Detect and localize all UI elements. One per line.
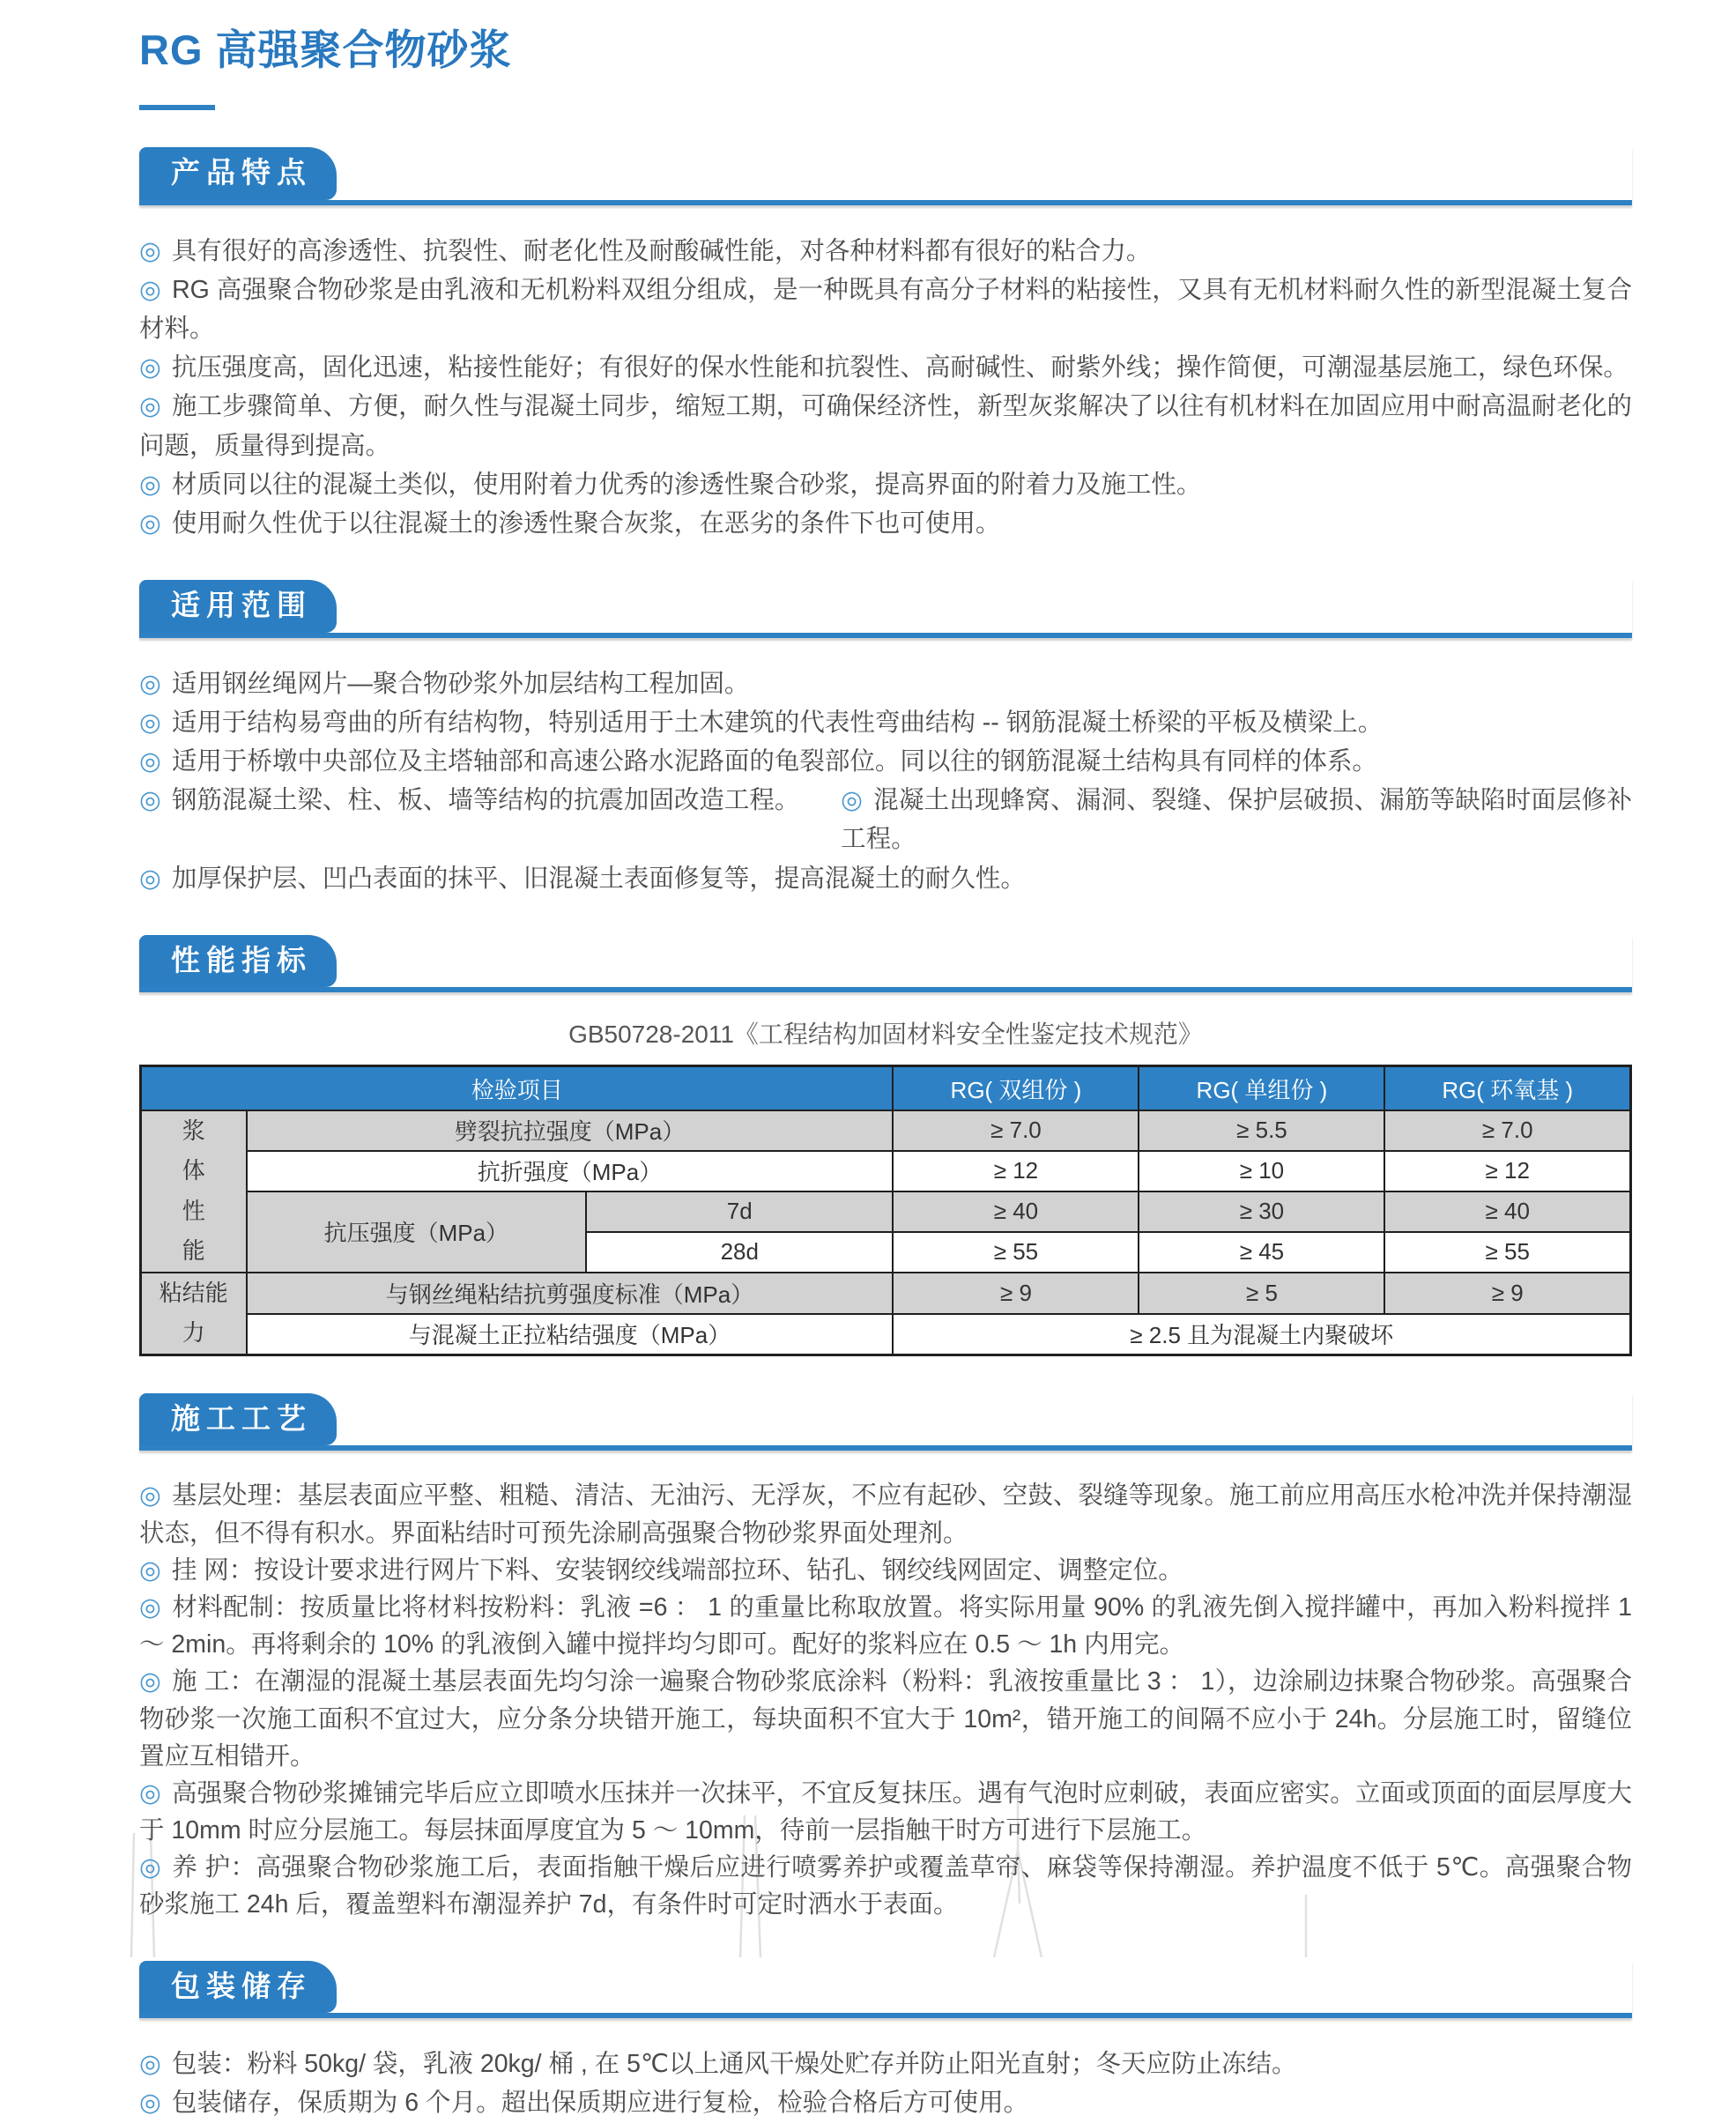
list-item [139,504,1632,543]
performance-table [139,1065,1632,1356]
list-item [139,859,1632,898]
bullet-icon: ◎ [139,1555,161,1585]
list-item [139,465,1632,504]
cell-value: ≥ 12 [1384,1151,1630,1191]
section-badge-performance: 性能指标 [139,935,337,988]
page-title: RG 高强聚合物砂浆 [139,26,512,73]
table-row [141,1273,1631,1314]
list-item [139,271,1632,348]
list-item [139,1589,1632,1663]
bullet-icon: ◎ [139,1853,162,1882]
cell-value: ≥ 9 [1384,1273,1630,1314]
list-item [139,1552,1632,1589]
list-item-text: 适用于桥墩中央部位及主塔轴部和高速公路水泥路面的龟裂部位。同以往的钢筋混凝土结构具有同样的体系。 [171,747,1377,776]
bullet-icon: ◎ [139,236,161,265]
cell-value: ≥ 7.0 [1384,1110,1630,1151]
bullet-icon: ◎ [841,786,864,815]
cell-value: ≥ 7.0 [893,1110,1139,1151]
row-label: 与钢丝绳粘结抗剪强度标准（MPa） [247,1273,894,1314]
bullet-icon: ◎ [139,1667,162,1696]
section-scope [139,580,1632,898]
section-header-rule [139,1961,1632,2019]
list-item-text: 施工步骤简单、方便，耐久性与混凝土同步，缩短工期，可确保经济性，新型灰浆解决了以往有机材料在加固应用中耐高温耐老化的问题，质量得到提高。 [139,392,1632,460]
title-underline [139,105,215,110]
section-header-rule [139,147,1632,205]
list-item-text: 材质同以往的混凝土类似，使用附着力优秀的渗透性聚合砂浆，提高界面的附着力及施工性。 [171,470,1202,499]
list-item-text: 加厚保护层、凹凸表面的抹平、旧混凝土表面修复等，提高混凝土的耐久性。 [171,864,1026,893]
section-header-rule [139,1393,1632,1451]
table-header-row [141,1066,1631,1110]
section-badge-scope: 适用范围 [139,580,337,633]
cell-value: ≥ 45 [1139,1232,1384,1273]
cell-value: ≥ 10 [1139,1151,1384,1191]
bullet-icon: ◎ [139,1592,162,1622]
cell-value: ≥ 55 [1384,1232,1630,1273]
cell-value: ≥ 30 [1139,1191,1384,1232]
list-item-text: 施 工：在潮湿的混凝土基层表面先均匀涂一遍聚合物砂浆底涂料（粉料：乳液按重量比 3 ： 1），边涂刷边抹聚合物砂浆。高强聚合物砂浆一次施工面积不宜过大，应分条分块错开施工，每块面积不宜大于 10m²，错开施工的间隔不应小于 24h。分层施工时，留缝位置应互相错开。 [139,1667,1632,1770]
cell-value-merged: ≥ 2.5 且为混凝土内聚破坏 [893,1314,1630,1355]
list-item [139,2083,1632,2122]
section-header-rule [139,935,1632,993]
list-item [139,664,1632,703]
list-item [139,1775,1632,1849]
table-caption: GB50728-2011《工程结构加固材料安全性鉴定技术规范》 [568,1021,1203,1049]
column-header: RG( 单组份 ) [1139,1066,1384,1110]
row-label: 抗折强度（MPa） [247,1151,894,1191]
row-sublabel: 28d [586,1232,893,1273]
list-item [139,703,1632,742]
cell-value: ≥ 12 [893,1151,1139,1191]
list-item-text: 具有很好的高渗透性、抗裂性、耐老化性及耐酸碱性能，对各种材料都有很好的粘合力。 [171,236,1152,265]
cell-value: ≥ 55 [893,1232,1139,1273]
bullet-icon: ◎ [139,470,161,499]
list-item-text: 高强聚合物砂浆摊铺完毕后应立即喷水压抹并一次抹平，不宜反复抹压。遇有气泡时应刺破，表面应密实。立面或顶面的面层厚度大于 10mm 时应分层施工。每层抹面厚度宜为 5 ～ 10mm，待前一层指触干时方可进行下层施工。 [139,1778,1632,1845]
cell-value: ≥ 40 [1384,1191,1630,1232]
section-badge-features: 产品特点 [139,147,337,200]
list-item-text: 基层处理：基层表面应平整、粗糙、清洁、无油污、无浮灰，不应有起砂、空鼓、裂缝等现象。施工前应用高压水枪冲洗并保持潮湿状态，但不得有积水。界面粘结时可预先涂刷高强聚合物砂浆界面处理剂。 [139,1481,1632,1548]
bullet-icon: ◎ [139,2050,161,2079]
list-item-text: 挂 网：按设计要求进行网片下料、安装钢绞线端部拉环、钻孔、钢绞线网固定、调整定位。 [171,1555,1183,1585]
section-construction [139,1393,1632,1924]
list-item-text: RG 高强聚合物砂浆是由乳液和无机粉料双组分组成，是一种既具有高分子材料的粘接性，又具有无机材料耐久性的新型混凝土复合材料。 [139,275,1632,343]
list-item [139,1849,1632,1923]
list-item-text: 包装：粉料 50kg/ 袋，乳液 20kg/ 桶 , 在 5℃以上通风干燥处贮存并防止阳光直射；冬天应防止冻结。 [171,2050,1297,2079]
bullet-icon: ◎ [139,669,161,698]
list-item [841,781,1632,858]
list-item-text: 适用钢丝绳网片—聚合物砂浆外加层结构工程加固。 [171,669,750,698]
bullet-icon: ◎ [139,864,161,893]
row-label: 劈裂抗拉强度（MPa） [247,1110,894,1151]
list-item-text: 钢筋混凝土梁、柱、板、墙等结构的抗震加固改造工程。 [171,786,800,815]
section-header-rule [139,580,1632,638]
row-group-label: 粘结能力 [141,1273,247,1355]
list-item-text: 抗压强度高，固化迅速，粘接性能好；有很好的保水性能和抗裂性、高耐碱性、耐紫外线；操作简便，可潮湿基层施工，绿色环保。 [171,353,1628,382]
table-row [141,1151,1631,1191]
features-list [139,232,1632,543]
cell-value: ≥ 5 [1139,1273,1384,1314]
list-item [139,232,1632,271]
row-label: 与混凝土正拉粘结强度（MPa） [247,1314,894,1355]
table-row [141,1314,1631,1355]
list-item-text: 适用于结构易弯曲的所有结构物，特别适用于土木建筑的代表性弯曲结构 -- 钢筋混凝土桥梁的平板及横梁上。 [171,708,1384,737]
bullet-icon: ◎ [139,275,162,304]
bullet-icon: ◎ [139,747,161,776]
bullet-icon: ◎ [139,353,161,382]
bullet-icon: ◎ [139,1778,161,1808]
scope-list [139,664,1632,898]
bullet-icon: ◎ [139,508,161,538]
section-badge-packaging: 包装储存 [139,1961,337,2014]
list-item [139,742,1632,781]
bullet-icon: ◎ [139,392,161,421]
cell-value: ≥ 5.5 [1139,1110,1384,1151]
list-item [139,781,841,858]
column-header: RG( 环氧基 ) [1384,1066,1630,1110]
row-label: 抗压强度（MPa） [247,1191,587,1273]
table-row [141,1191,1631,1232]
bullet-icon: ◎ [139,708,161,737]
bullet-icon: ◎ [139,2089,161,2118]
packaging-list [139,2045,1632,2122]
section-badge-construction: 施工工艺 [139,1393,337,1446]
cell-value: ≥ 9 [893,1273,1139,1314]
cell-value: ≥ 40 [893,1191,1139,1232]
bullet-icon: ◎ [139,1481,161,1511]
section-performance [139,935,1632,1356]
list-item-text: 使用耐久性优于以往混凝土的渗透性聚合灰浆，在恶劣的条件下也可使用。 [171,508,1001,538]
list-item [139,1477,1632,1551]
list-item [139,387,1632,464]
list-item-text: 养 护：高强聚合物砂浆施工后，表面指触干燥后应进行喷雾养护或覆盖草帘、麻袋等保持潮湿。养护温度不低于 5℃。高强聚合物砂浆施工 24h 后，覆盖塑料布潮湿养护 7d，有条件时可定时洒水于表面。 [139,1853,1632,1919]
table-row [141,1110,1631,1151]
list-item [139,348,1632,387]
list-item-text: 包装储存，保质期为 6 个月。超出保质期应进行复检，检验合格后方可使用。 [171,2089,1029,2118]
list-item-pair [139,781,1632,858]
list-item-text: 混凝土出现蜂窝、漏洞、裂缝、保护层破损、漏筋等缺陷时面层修补工程。 [841,786,1632,854]
construction-list [139,1477,1632,1923]
column-header: RG( 双组份 ) [893,1066,1139,1110]
row-group-label: 浆体性能 [141,1110,247,1273]
section-packaging [139,1961,1632,2123]
list-item [139,2045,1632,2083]
row-sublabel: 7d [586,1191,893,1232]
bullet-icon: ◎ [139,786,161,815]
column-header: 检验项目 [141,1066,894,1110]
list-item [139,1663,1632,1775]
list-item-text: 材料配制：按质量比将材料按粉料：乳液 =6 ： 1 的重量比称取放置。将实际用量 90% 的乳液先倒入搅拌罐中，再加入粉料搅拌 1 ～ 2min。再将剩余的 10% 的乳液倒入罐中搅拌均匀即可。配好的浆料应在 0.5 ～ 1h 内用完。 [139,1592,1632,1659]
section-features [139,147,1632,543]
